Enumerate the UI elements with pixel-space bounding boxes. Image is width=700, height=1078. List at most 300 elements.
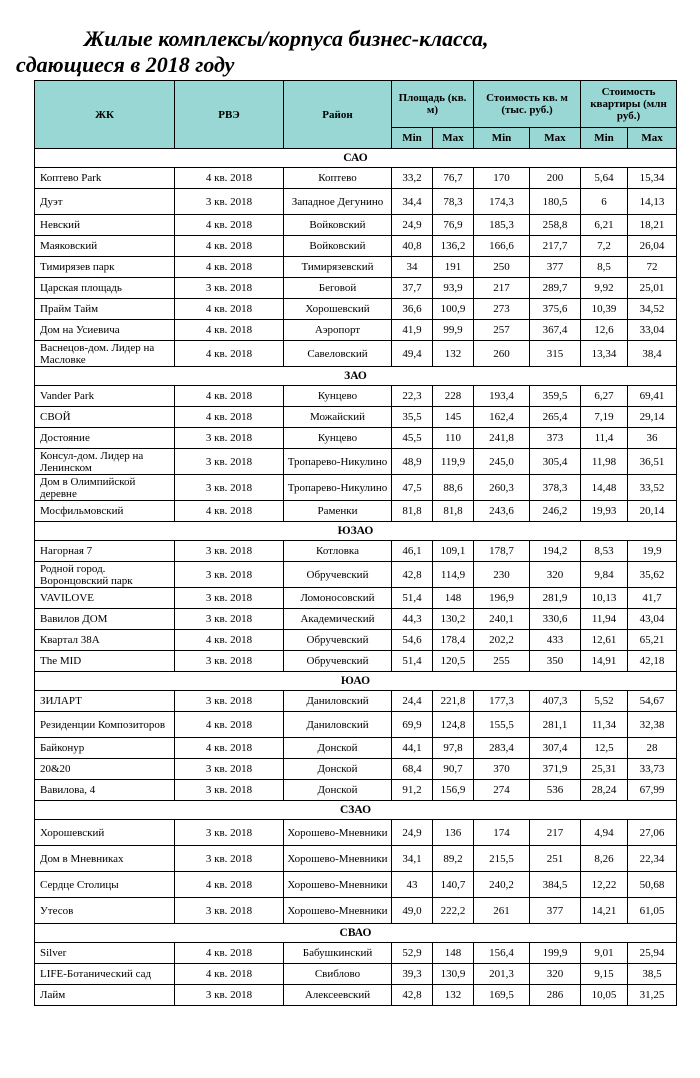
cell-flat-min: 7,2 [581,236,628,257]
cell-district: Тропарево-Никулино [284,449,392,475]
cell-area-max: 114,9 [433,562,474,588]
cell-area-max: 90,7 [433,759,474,780]
cell-rve: 3 кв. 2018 [175,541,284,562]
cell-area-min: 44,1 [392,738,433,759]
table-row [35,964,677,985]
cell-flat-min: 9,84 [581,562,628,588]
cell-flat-max: 28 [628,738,677,759]
cell-district: Хорошево-Мневники [284,820,392,846]
cell-flat-max: 33,52 [628,475,677,501]
cell-flat-max: 43,04 [628,609,677,630]
table-row [35,189,677,215]
cell-sqm-max: 378,3 [530,475,581,501]
section-label: ЮАО [35,672,677,691]
cell-rve: 4 кв. 2018 [175,168,284,189]
cell-rve: 4 кв. 2018 [175,215,284,236]
table-row [35,651,677,672]
table-row [35,985,677,1006]
table-row [35,541,677,562]
cell-flat-max: 25,01 [628,278,677,299]
cell-sqm-max: 258,8 [530,215,581,236]
cell-flat-max: 20,14 [628,501,677,522]
cell-area-max: 191 [433,257,474,278]
cell-flat-min: 10,13 [581,588,628,609]
cell-sqm-max: 320 [530,964,581,985]
cell-area-min: 40,8 [392,236,433,257]
cell-sqm-max: 377 [530,257,581,278]
cell-sqm-min: 241,8 [474,428,530,449]
cell-area-min: 34,4 [392,189,433,215]
cell-district: Беговой [284,278,392,299]
table-row [35,501,677,522]
cell-flat-min: 12,5 [581,738,628,759]
cell-sqm-min: 273 [474,299,530,320]
cell-area-min: 24,9 [392,215,433,236]
cell-flat-min: 11,98 [581,449,628,475]
cell-area-max: 148 [433,943,474,964]
cell-flat-max: 33,04 [628,320,677,341]
cell-flat-max: 27,06 [628,820,677,846]
cell-name: Невский [35,215,175,236]
cell-rve: 3 кв. 2018 [175,759,284,780]
cell-sqm-max: 377 [530,898,581,924]
cell-area-max: 120,5 [433,651,474,672]
cell-flat-max: 34,52 [628,299,677,320]
cell-name: Дуэт [35,189,175,215]
cell-sqm-max: 373 [530,428,581,449]
cell-sqm-max: 320 [530,562,581,588]
cell-district: Котловка [284,541,392,562]
cell-sqm-min: 230 [474,562,530,588]
cell-district: Раменки [284,501,392,522]
cell-area-max: 130,9 [433,964,474,985]
cell-flat-min: 10,05 [581,985,628,1006]
header-sqm-max: Max [530,128,581,149]
cell-name: Хорошевский [35,820,175,846]
cell-sqm-max: 246,2 [530,501,581,522]
cell-flat-min: 5,64 [581,168,628,189]
header-sqm-min: Min [474,128,530,149]
cell-flat-max: 69,41 [628,386,677,407]
cell-sqm-min: 185,3 [474,215,530,236]
cell-area-min: 81,8 [392,501,433,522]
cell-sqm-min: 202,2 [474,630,530,651]
cell-flat-min: 19,93 [581,501,628,522]
cell-area-min: 43 [392,872,433,898]
cell-area-min: 49,0 [392,898,433,924]
cell-sqm-max: 251 [530,846,581,872]
table-header [35,81,677,149]
cell-sqm-min: 250 [474,257,530,278]
cell-flat-min: 6,27 [581,386,628,407]
table-row [35,562,677,588]
cell-area-min: 51,4 [392,588,433,609]
cell-area-min: 22,3 [392,386,433,407]
cell-flat-min: 9,01 [581,943,628,964]
cell-name: 20&20 [35,759,175,780]
cell-area-max: 178,4 [433,630,474,651]
section-label: ЮЗАО [35,522,677,541]
table-row [35,943,677,964]
cell-name: Лайм [35,985,175,1006]
table-row [35,428,677,449]
cell-sqm-min: 260 [474,341,530,367]
header-area: Площадь (кв. м) [392,81,474,128]
cell-area-max: 110 [433,428,474,449]
table-row [35,236,677,257]
cell-rve: 4 кв. 2018 [175,386,284,407]
table-row [35,872,677,898]
complexes-table [34,80,677,1006]
cell-sqm-max: 307,4 [530,738,581,759]
cell-district: Западное Дегунино [284,189,392,215]
cell-flat-min: 10,39 [581,299,628,320]
table-row [35,820,677,846]
cell-flat-min: 11,4 [581,428,628,449]
cell-area-min: 54,6 [392,630,433,651]
table-row [35,588,677,609]
cell-sqm-max: 281,1 [530,712,581,738]
cell-district: Можайский [284,407,392,428]
table-row [35,630,677,651]
table-row [35,846,677,872]
cell-sqm-max: 217 [530,820,581,846]
cell-rve: 3 кв. 2018 [175,898,284,924]
cell-district: Донской [284,759,392,780]
cell-district: Бабушкинский [284,943,392,964]
cell-district: Ломоносовский [284,588,392,609]
cell-area-max: 93,9 [433,278,474,299]
cell-rve: 4 кв. 2018 [175,341,284,367]
cell-district: Тропарево-Никулино [284,475,392,501]
cell-area-min: 46,1 [392,541,433,562]
cell-district: Кунцево [284,428,392,449]
cell-area-min: 42,8 [392,562,433,588]
section-label: САО [35,149,677,168]
table-row [35,609,677,630]
cell-flat-max: 18,21 [628,215,677,236]
cell-name: Прайм Тайм [35,299,175,320]
cell-sqm-max: 305,4 [530,449,581,475]
table-row [35,168,677,189]
cell-sqm-max: 367,4 [530,320,581,341]
cell-area-min: 44,3 [392,609,433,630]
cell-area-min: 68,4 [392,759,433,780]
cell-district: Войковский [284,215,392,236]
cell-area-max: 76,7 [433,168,474,189]
cell-name: Квартал 38А [35,630,175,651]
cell-name: Нагорная 7 [35,541,175,562]
cell-area-min: 52,9 [392,943,433,964]
cell-rve: 3 кв. 2018 [175,651,284,672]
page-title [0,0,700,82]
cell-name: Консул-дом. Лидер на Ленинском [35,449,175,475]
cell-rve: 4 кв. 2018 [175,872,284,898]
cell-name: Vander Park [35,386,175,407]
cell-district: Хорошево-Мневники [284,898,392,924]
cell-rve: 3 кв. 2018 [175,780,284,801]
cell-area-max: 119,9 [433,449,474,475]
cell-area-min: 41,9 [392,320,433,341]
cell-sqm-min: 193,4 [474,386,530,407]
cell-name: VAVILOVE [35,588,175,609]
cell-district: Хорошевский [284,299,392,320]
cell-rve: 3 кв. 2018 [175,588,284,609]
table-row [35,386,677,407]
cell-district: Кунцево [284,386,392,407]
cell-area-max: 99,9 [433,320,474,341]
cell-area-max: 97,8 [433,738,474,759]
cell-sqm-min: 243,6 [474,501,530,522]
cell-flat-min: 4,94 [581,820,628,846]
cell-flat-max: 42,18 [628,651,677,672]
cell-area-min: 48,9 [392,449,433,475]
cell-area-max: 78,3 [433,189,474,215]
cell-sqm-max: 350 [530,651,581,672]
cell-sqm-min: 240,1 [474,609,530,630]
cell-flat-max: 72 [628,257,677,278]
cell-area-max: 100,9 [433,299,474,320]
cell-flat-max: 36 [628,428,677,449]
cell-sqm-max: 433 [530,630,581,651]
cell-name: Маяковский [35,236,175,257]
cell-flat-min: 6 [581,189,628,215]
cell-area-min: 36,6 [392,299,433,320]
cell-area-min: 39,3 [392,964,433,985]
cell-sqm-min: 283,4 [474,738,530,759]
header-flat-max: Max [628,128,677,149]
cell-flat-max: 35,62 [628,562,677,588]
cell-flat-max: 32,38 [628,712,677,738]
cell-sqm-min: 201,3 [474,964,530,985]
cell-name: Мосфильмовский [35,501,175,522]
cell-name: Вавилов ДОМ [35,609,175,630]
cell-sqm-min: 257 [474,320,530,341]
cell-area-max: 132 [433,985,474,1006]
cell-sqm-min: 261 [474,898,530,924]
cell-sqm-max: 217,7 [530,236,581,257]
cell-flat-max: 33,73 [628,759,677,780]
cell-sqm-min: 215,5 [474,846,530,872]
cell-district: Тимирязевский [284,257,392,278]
cell-name: LIFE-Ботанический сад [35,964,175,985]
header-zhk: ЖК [35,81,175,149]
cell-area-max: 130,2 [433,609,474,630]
header-price-sqm: Стоимость кв. м (тыс. руб.) [474,81,581,128]
cell-rve: 3 кв. 2018 [175,475,284,501]
cell-flat-max: 50,68 [628,872,677,898]
cell-flat-min: 12,22 [581,872,628,898]
cell-sqm-max: 200 [530,168,581,189]
cell-area-min: 47,5 [392,475,433,501]
cell-sqm-min: 170 [474,168,530,189]
cell-rve: 4 кв. 2018 [175,320,284,341]
cell-sqm-max: 384,5 [530,872,581,898]
table-row [35,257,677,278]
cell-district: Даниловский [284,712,392,738]
title-line-2: сдающиеся в 2018 году [16,52,235,77]
cell-district: Хорошево-Мневники [284,872,392,898]
cell-district: Аэропорт [284,320,392,341]
cell-area-max: 136 [433,820,474,846]
cell-name: Утесов [35,898,175,924]
cell-area-min: 91,2 [392,780,433,801]
cell-flat-min: 28,24 [581,780,628,801]
cell-name: ЗИЛАРТ [35,691,175,712]
cell-district: Хорошево-Мневники [284,846,392,872]
cell-flat-max: 19,9 [628,541,677,562]
cell-sqm-max: 194,2 [530,541,581,562]
cell-area-max: 148 [433,588,474,609]
cell-name: Васнецов-дом. Лидер на Масловке [35,341,175,367]
cell-sqm-max: 199,9 [530,943,581,964]
cell-name: Сердце Столицы [35,872,175,898]
table-row [35,738,677,759]
cell-area-max: 145 [433,407,474,428]
cell-sqm-max: 315 [530,341,581,367]
section-label: СВАО [35,924,677,943]
cell-rve: 3 кв. 2018 [175,609,284,630]
cell-area-min: 34,1 [392,846,433,872]
cell-name: СВОЙ [35,407,175,428]
section-label: СЗАО [35,801,677,820]
cell-area-max: 124,8 [433,712,474,738]
cell-flat-max: 22,34 [628,846,677,872]
cell-sqm-min: 274 [474,780,530,801]
cell-flat-max: 41,7 [628,588,677,609]
cell-rve: 4 кв. 2018 [175,501,284,522]
cell-flat-max: 29,14 [628,407,677,428]
cell-flat-min: 7,19 [581,407,628,428]
section-row [35,924,677,943]
cell-area-max: 222,2 [433,898,474,924]
table-row [35,691,677,712]
cell-sqm-min: 255 [474,651,530,672]
cell-district: Свиблово [284,964,392,985]
cell-district: Савеловский [284,341,392,367]
cell-flat-max: 38,5 [628,964,677,985]
cell-area-min: 51,4 [392,651,433,672]
cell-flat-min: 12,6 [581,320,628,341]
cell-flat-min: 8,53 [581,541,628,562]
cell-sqm-min: 370 [474,759,530,780]
cell-sqm-max: 330,6 [530,609,581,630]
cell-name: Коптево Park [35,168,175,189]
cell-sqm-max: 180,5 [530,189,581,215]
cell-flat-max: 67,99 [628,780,677,801]
cell-rve: 4 кв. 2018 [175,407,284,428]
cell-area-min: 33,2 [392,168,433,189]
section-row [35,367,677,386]
cell-area-min: 24,4 [392,691,433,712]
cell-flat-min: 9,15 [581,964,628,985]
cell-flat-max: 65,21 [628,630,677,651]
cell-area-max: 76,9 [433,215,474,236]
table-row [35,299,677,320]
cell-sqm-max: 536 [530,780,581,801]
header-flat-min: Min [581,128,628,149]
cell-sqm-max: 265,4 [530,407,581,428]
cell-area-min: 69,9 [392,712,433,738]
header-area-min: Min [392,128,433,149]
cell-area-min: 34 [392,257,433,278]
cell-flat-min: 12,61 [581,630,628,651]
cell-flat-min: 9,92 [581,278,628,299]
table-row [35,407,677,428]
table-row [35,449,677,475]
cell-sqm-min: 162,4 [474,407,530,428]
header-rve: РВЭ [175,81,284,149]
cell-district: Донской [284,738,392,759]
cell-rve: 4 кв. 2018 [175,712,284,738]
cell-district: Донской [284,780,392,801]
title-line-1: Жилые комплексы/корпуса бизнес-класса, [84,26,489,51]
table-body [35,149,677,1006]
cell-rve: 3 кв. 2018 [175,562,284,588]
cell-area-min: 45,5 [392,428,433,449]
cell-district: Коптево [284,168,392,189]
cell-rve: 3 кв. 2018 [175,449,284,475]
cell-sqm-min: 169,5 [474,985,530,1006]
cell-sqm-min: 260,3 [474,475,530,501]
cell-name: Резиденции Композиторов [35,712,175,738]
cell-rve: 4 кв. 2018 [175,943,284,964]
cell-flat-max: 38,4 [628,341,677,367]
table-row [35,278,677,299]
cell-name: Байконур [35,738,175,759]
cell-flat-min: 6,21 [581,215,628,236]
cell-area-max: 81,8 [433,501,474,522]
cell-sqm-min: 245,0 [474,449,530,475]
cell-district: Обручевский [284,651,392,672]
table-row [35,320,677,341]
cell-area-max: 221,8 [433,691,474,712]
cell-rve: 3 кв. 2018 [175,428,284,449]
cell-area-max: 88,6 [433,475,474,501]
cell-flat-max: 25,94 [628,943,677,964]
cell-flat-max: 14,13 [628,189,677,215]
cell-rve: 4 кв. 2018 [175,738,284,759]
cell-flat-max: 15,34 [628,168,677,189]
cell-sqm-max: 371,9 [530,759,581,780]
cell-sqm-min: 156,4 [474,943,530,964]
cell-district: Войковский [284,236,392,257]
cell-district: Даниловский [284,691,392,712]
cell-area-min: 42,8 [392,985,433,1006]
section-label: ЗАО [35,367,677,386]
cell-district: Академический [284,609,392,630]
cell-area-max: 140,7 [433,872,474,898]
cell-district: Алексеевский [284,985,392,1006]
cell-name: Дом на Усиевича [35,320,175,341]
cell-area-min: 24,9 [392,820,433,846]
cell-flat-min: 8,26 [581,846,628,872]
header-price-flat: Стоимость квартиры (млн руб.) [581,81,677,128]
cell-name: Царская площадь [35,278,175,299]
cell-rve: 4 кв. 2018 [175,964,284,985]
cell-name: Достояние [35,428,175,449]
cell-name: Родной город. Воронцовский парк [35,562,175,588]
cell-flat-max: 54,67 [628,691,677,712]
cell-sqm-max: 375,6 [530,299,581,320]
cell-sqm-max: 281,9 [530,588,581,609]
table-row [35,712,677,738]
cell-sqm-max: 289,7 [530,278,581,299]
cell-name: Дом в Мневниках [35,846,175,872]
cell-sqm-max: 286 [530,985,581,1006]
cell-flat-min: 11,34 [581,712,628,738]
cell-area-min: 49,4 [392,341,433,367]
